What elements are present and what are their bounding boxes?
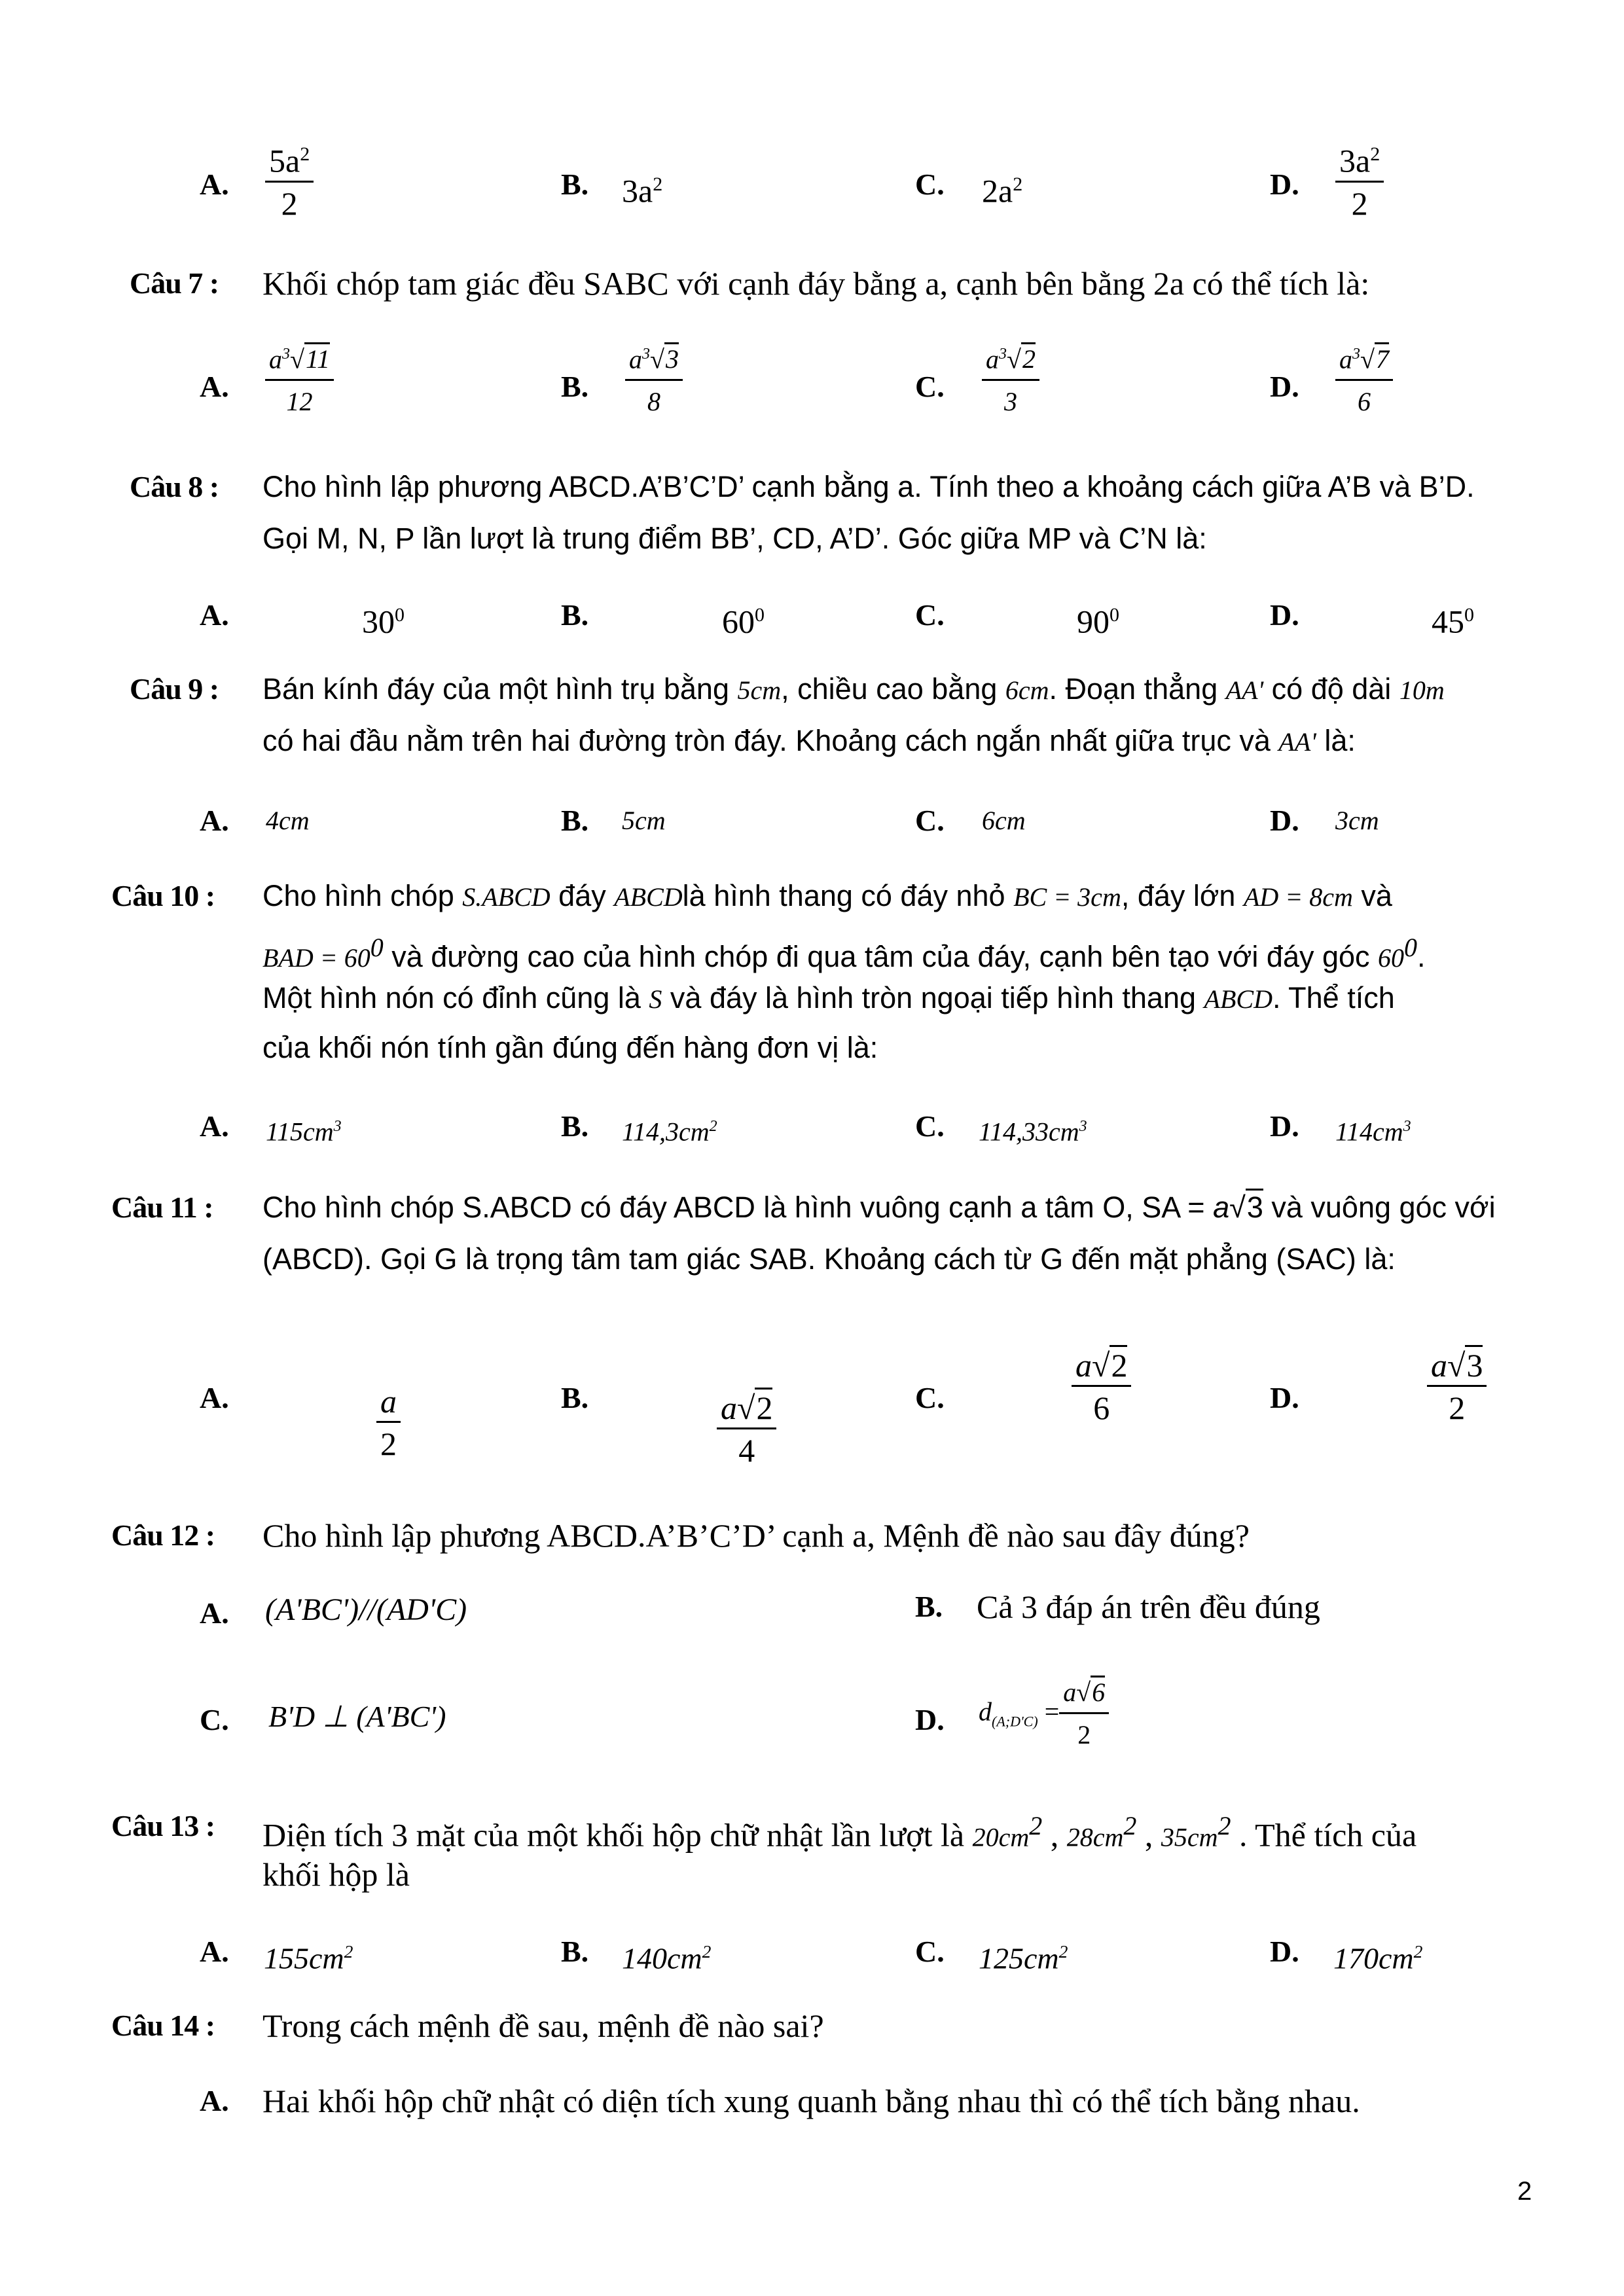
option-label: B. — [561, 1109, 589, 1143]
option-label: D. — [1270, 1935, 1299, 1968]
option-value: $\frac{3a^2}{2}$ — [1335, 137, 1384, 222]
question-label: Câu 11 : — [111, 1191, 213, 1224]
option-value: Cả 3 đáp án trên đều đúng — [977, 1588, 1320, 1625]
question-label: Câu 9 : — [130, 672, 219, 706]
question-text: Bán kính đáy của một hình trụ bằng 5cm, chiều cao bằng 6cm. Đoạn thẳng AA' có độ dài 10m — [262, 672, 1445, 706]
option-value: $140cm^2$ — [622, 1941, 712, 1975]
option-value: $114cm^3$ — [1335, 1117, 1411, 1147]
option-value: $\frac{a^3√2}{3}$ — [982, 337, 1039, 420]
option-value: $170cm^2$ — [1333, 1941, 1423, 1975]
option-label: C. — [915, 1381, 945, 1414]
option-label: D. — [1270, 370, 1299, 403]
option-value: $\frac{a^3√3}{8}$ — [625, 337, 683, 420]
option-value: Hai khối hộp chữ nhật có diện tích xung quanh bằng nhau thì có thể tích bằng nhau. — [262, 2083, 1360, 2119]
question-text: Cho hình chóp S.ABCD đáy ABCDlà hình thang có đáy nhỏ BC = 3cm, đáy lớn AD = 8cm và — [262, 879, 1392, 912]
question-label: Câu 13 : — [111, 1809, 215, 1842]
option-label: C. — [915, 1935, 945, 1968]
option-value: $\frac{a^3√11}{12}$ — [265, 337, 334, 420]
option-value: 3cm — [1335, 806, 1379, 835]
option-value: $3a^2$ — [622, 172, 663, 209]
option-label: A. — [200, 1596, 229, 1630]
question-text: Một hình nón có đỉnh cũng là S và đáy là hình tròn ngoại tiếp hình thang ABCD. Thể tích — [262, 981, 1395, 1014]
option-label: B. — [561, 168, 589, 201]
question-label: Câu 14 : — [111, 2009, 215, 2042]
option-label: B. — [561, 370, 589, 403]
option-value: B'D ⊥ (A'BC') — [268, 1700, 446, 1733]
option-label: C. — [200, 1703, 229, 1736]
option-value: $\frac{a^3√7}{6}$ — [1335, 337, 1393, 420]
option-value: $\frac{a√3}{2}$ — [1427, 1348, 1487, 1426]
option-value: $60^0$ — [722, 603, 765, 640]
option-value: $90^0$ — [1077, 603, 1119, 640]
option-label: A. — [200, 168, 229, 201]
option-label: C. — [915, 370, 945, 403]
option-label: D. — [1270, 804, 1299, 837]
question-label: Câu 10 : — [111, 879, 215, 912]
option-label: B. — [915, 1590, 943, 1623]
option-label: B. — [561, 1935, 589, 1968]
option-value: $30^0$ — [362, 603, 405, 640]
option-value: (A'BC')//(AD'C) — [265, 1592, 467, 1627]
option-value: 6cm — [982, 806, 1026, 835]
option-value: $125cm^2$ — [979, 1941, 1068, 1975]
question-label: Câu 12 : — [111, 1518, 215, 1552]
option-value: $d_{(A;D'C)}$ = $\frac{a√6}{2}$ — [979, 1676, 1109, 1753]
option-value: $45^0$ — [1432, 603, 1474, 640]
option-label: A. — [200, 2084, 229, 2117]
question-text: có hai đầu nằm trên hai đường tròn đáy. Khoảng cách ngắn nhất giữa trục và AA' là: — [262, 724, 1356, 757]
option-value: $\frac{a√2}{4}$ — [717, 1391, 776, 1469]
option-label: A. — [200, 804, 229, 837]
question-text: Gọi M, N, P lần lượt là trung điểm BB’, CD, A’D’. Góc giữa MP và C’N là: — [262, 522, 1207, 555]
option-value: $2a^2$ — [982, 172, 1023, 209]
option-label: B. — [561, 598, 589, 632]
option-value: 5cm — [622, 806, 666, 835]
option-label: A. — [200, 1935, 229, 1968]
option-value: $\frac{5a^2}{2}$ — [265, 137, 314, 222]
option-label: C. — [915, 804, 945, 837]
option-label: C. — [915, 598, 945, 632]
option-label: C. — [915, 168, 945, 201]
question-text: Trong cách mệnh đề sau, mệnh đề nào sai? — [262, 2007, 824, 2044]
option-label: D. — [915, 1703, 945, 1736]
option-label: C. — [915, 1109, 945, 1143]
question-text: Cho hình lập phương ABCD.A’B’C’D’ cạnh bằng a. Tính theo a khoảng cách giữa A’B và B’D. — [262, 470, 1475, 503]
option-label: A. — [200, 1381, 229, 1414]
question-text: BAD = $60^0$ và đường cao của hình chóp đi qua tâm của đáy, cạnh bên tạo với đáy góc $60^0$. — [262, 933, 1426, 973]
question-text: khối hộp là — [262, 1856, 410, 1893]
question-text: Khối chóp tam giác đều SABC với cạnh đáy bằng a, cạnh bên bằng 2a có thể tích là: — [262, 265, 1370, 302]
option-value: $\frac{a}{2}$ — [376, 1384, 401, 1462]
option-label: B. — [561, 1381, 589, 1414]
option-label: D. — [1270, 1381, 1299, 1414]
option-value: $114,33cm^3$ — [979, 1117, 1087, 1147]
option-label: A. — [200, 598, 229, 632]
question-text: Cho hình chóp S.ABCD có đáy ABCD là hình vuông cạnh a tâm O, SA = a√3 và vuông góc với — [262, 1188, 1496, 1227]
option-value: $114,3cm^2$ — [622, 1117, 717, 1147]
option-label: A. — [200, 370, 229, 403]
option-label: A. — [200, 1109, 229, 1143]
question-text: (ABCD). Gọi G là trọng tâm tam giác SAB. Khoảng cách từ G đến mặt phẳng (SAC) là: — [262, 1242, 1396, 1276]
option-value: 4cm — [266, 806, 310, 835]
question-label: Câu 7 : — [130, 266, 219, 300]
question-label: Câu 8 : — [130, 470, 219, 503]
question-text: Cho hình lập phương ABCD.A’B’C’D’ cạnh a, Mệnh đề nào sau đây đúng? — [262, 1517, 1250, 1554]
option-label: B. — [561, 804, 589, 837]
option-value: $115cm^3$ — [266, 1117, 342, 1147]
page-number: 2 — [1517, 2177, 1532, 2206]
option-value: $\frac{a√2}{6}$ — [1072, 1348, 1131, 1426]
option-label: D. — [1270, 168, 1299, 201]
option-label: D. — [1270, 598, 1299, 632]
question-text: của khối nón tính gần đúng đến hàng đơn vị là: — [262, 1031, 878, 1064]
option-value: $155cm^2$ — [264, 1941, 353, 1975]
option-label: D. — [1270, 1109, 1299, 1143]
question-text: Diện tích 3 mặt của một khối hộp chữ nhật lần lượt là $20cm^2$ , $28cm^2$ , $35cm^2$ . Thể tích của — [262, 1811, 1417, 1854]
